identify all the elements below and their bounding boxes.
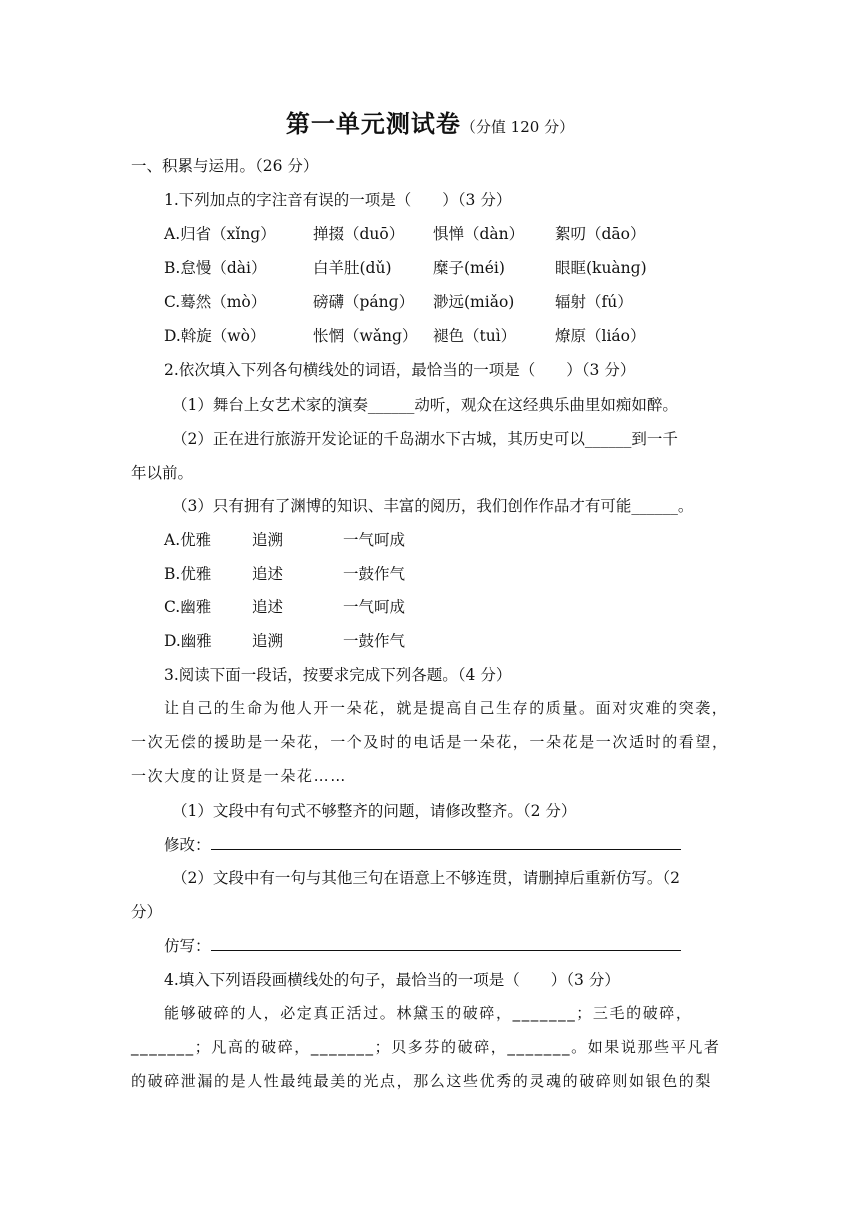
q3-sub-2-cont: 分） xyxy=(131,903,163,921)
imitate-answer-line[interactable] xyxy=(211,936,681,951)
q2-sentence-2: （2）正在进行旅游开发论证的千岛湖水下古城，其历史可以______到一千 xyxy=(172,430,678,448)
q1-option-b4: 眼眶(kuànɡ) xyxy=(555,259,647,277)
q1-option-b1: B.怠慢（dài） xyxy=(164,259,267,277)
q1-option-c3: 渺远(miǎo) xyxy=(433,293,515,311)
q3-sub-1: （1）文段中有句式不够整齐的问题，请修改整齐。（2 分） xyxy=(172,802,577,820)
q2-sentence-3: （3）只有拥有了渊博的知识、丰富的阅历，我们创作作品才有可能______。 xyxy=(172,497,694,515)
page-title xyxy=(0,104,860,139)
q2-option-a1: A.优雅 xyxy=(164,531,212,549)
q1-option-a3: 惧惮（dàn） xyxy=(433,225,525,243)
q1-option-d4: 燎原（liáo） xyxy=(555,327,646,345)
q2-option-a2: 追溯 xyxy=(252,531,284,549)
q1-option-d2: 怅惘（wǎnɡ） xyxy=(313,327,418,345)
q2-sentence-1: （1）舞台上女艺术家的演奏______动听，观众在这经典乐曲里如痴如醉。 xyxy=(172,396,678,414)
q1-option-c1: C.蓦然（mò） xyxy=(164,293,267,311)
q2-option-c1: C.幽雅 xyxy=(164,598,212,616)
q2-option-a3: 一气呵成 xyxy=(343,531,406,549)
q1-option-c4: 辐射（fú） xyxy=(555,293,633,311)
q3-paragraph-line-2: 一次无偿的援助是一朵花，一个及时的电话是一朵花，一朵花是一次适时的看望， xyxy=(131,733,729,751)
q3-sub-2: （2）文段中有一句与其他三句在语意上不够连贯，请删掉后重新仿写。（2 xyxy=(172,869,680,887)
q2-option-b1: B.优雅 xyxy=(164,565,212,583)
q4-stem: 4.填入下列语段画横线处的句子，最恰当的一项是（ ）（3 分） xyxy=(164,971,620,989)
imitate-label: 仿写： xyxy=(164,937,211,955)
title-main: 第一单元测试卷 xyxy=(285,109,461,138)
q1-option-a4: 絮叨（dāo） xyxy=(555,225,646,243)
q2-option-d1: D.幽雅 xyxy=(164,632,212,650)
q4-paragraph-line-1: 能够破碎的人，必定真正活过。林黛玉的破碎，_______；三毛的破碎， xyxy=(164,1004,693,1022)
q1-option-a1: A.归省（xǐnɡ） xyxy=(164,225,276,243)
q3-imitate-row xyxy=(164,934,681,956)
q2-option-c3: 一气呵成 xyxy=(343,598,406,616)
q2-option-d2: 追溯 xyxy=(252,632,284,650)
q1-option-d1: D.斡旋（wò） xyxy=(164,327,266,345)
q1-stem: 1.下列加点的字注音有误的一项是（ ）（3 分） xyxy=(164,191,512,209)
q4-paragraph-line-2: _______；凡高的破碎，_______；贝多芬的破碎，_______。如果说那些平凡者 xyxy=(131,1038,721,1056)
q1-option-b2: 白羊肚(dǔ) xyxy=(313,259,392,277)
q3-paragraph-line-3: 一次大度的让贤是一朵花…… xyxy=(131,767,347,785)
q2-sentence-2-cont: 年以前。 xyxy=(131,464,194,482)
q3-paragraph-line-1: 让自己的生命为他人开一朵花，就是提高自己生存的质量。面对灾难的突袭， xyxy=(164,699,729,717)
fix-answer-line[interactable] xyxy=(211,835,681,850)
section-heading: 一、积累与运用。（26 分） xyxy=(131,157,319,175)
q2-option-c2: 追述 xyxy=(252,598,284,616)
q2-stem: 2.依次填入下列各句横线处的词语，最恰当的一项是（ ）（3 分） xyxy=(164,361,636,379)
q1-option-b3: 糜子(méi) xyxy=(433,259,505,277)
title-score: （分值 120 分） xyxy=(460,118,575,136)
q2-option-b3: 一鼓作气 xyxy=(343,565,406,583)
q1-option-c2: 磅礴（pánɡ） xyxy=(313,293,415,311)
q3-stem: 3.阅读下面一段话，按要求完成下列各题。（4 分） xyxy=(164,666,512,684)
q3-fix-row xyxy=(164,833,681,855)
fix-label: 修改： xyxy=(164,836,211,854)
q2-option-d3: 一鼓作气 xyxy=(343,632,406,650)
q4-paragraph-line-3: 的破碎泄漏的是人性最纯最美的光点，那么这些优秀的灵魂的破碎则如银色的梨 xyxy=(131,1072,713,1090)
q2-option-b2: 追述 xyxy=(252,565,284,583)
q1-option-d3: 褪色（tuì） xyxy=(433,327,517,345)
q1-option-a2: 掸掇（duō） xyxy=(313,225,405,243)
